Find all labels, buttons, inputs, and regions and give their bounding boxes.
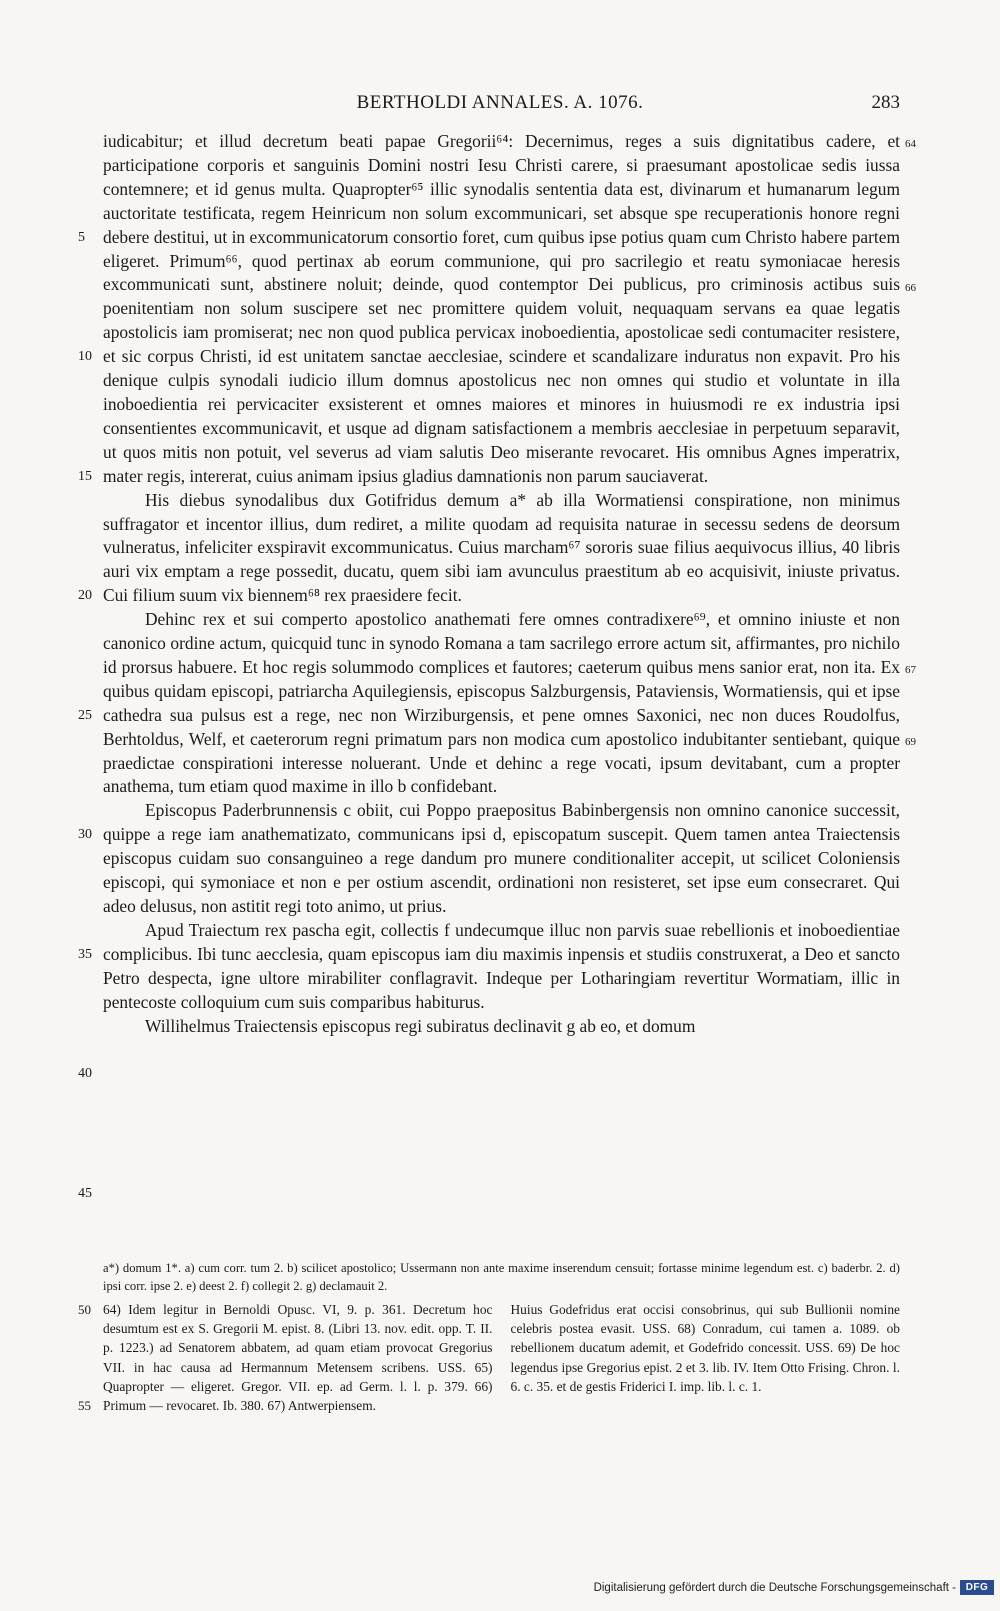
paragraph: Willihelmus Traiectensis episcopus regi subiratus declinavit g ab eo, et domum (145, 1015, 696, 1036)
margin-note-ref: 64 (905, 138, 916, 150)
funding-notice (594, 1580, 994, 1595)
line-number: 35 (78, 947, 92, 962)
line-number: 55 (78, 1398, 91, 1413)
footnotes (103, 1300, 900, 1415)
line-number: 25 (78, 708, 92, 723)
margin-note-ref: 66 (905, 282, 916, 294)
paragraph: His diebus synodalibus dux Gotifridus demum a* ab illa Wormatiensi conspiratione, non minimus suffragator et incentor illius, dum rediret, a milite quodam ad requisita naturae in secessu sedens de deorsum vulneratus, infeliciter exspiravit excommunicatus. Cuius marcham⁶⁷ sororis suae filius aequivocus illius, 40 libris auri vix emptam a rege possedit, ducatu, quem sibi iam avunculus praestitum ab eo acquisivit, iniuste privatus. Cui filium suum vix biennem⁶⁸ rex praesidere fecit. (103, 489, 900, 606)
page-header (100, 92, 900, 122)
footnotes-left-column: 64) Idem legitur in Bernoldi Opusc. VI, 9. p. 361. Decretum hoc desumtum est ex S. Gregorii M. epist. 8. (Libri 13. nov. edit. opp. T. II. p. 1223.) ad Senatorem abbatem, ad quam etiam provocat Gregorius VII. in hac causa ad Hermannum Metensem scribens. USS. 65) Quapropter — eligeret. Gregor. VII. ep. ad Germ. l. l. p. 379. 66) Primum — revocaret. Ib. 380. 67) Antwerpiensem. (103, 1302, 493, 1414)
funding-text: Digitalisierung gefördert durch die Deutsche Forschungsgemeinschaft - (593, 1581, 956, 1594)
paragraph: Episcopus Paderbrunnensis c obiit, cui Poppo praepositus Babinbergensis non omnino canonice successit, quippe a rege iam anathematizato, communicans ipsi d, episcopatum suscepit. Quem tamen antea Traiectensis episcopus cuidam suo consanguineo a rege dandum pro munere conditionaliter accepit, ut scilicet Coloniensis episcopi, qui symoniace et non e per ostium ascendit, ordinationi non resisteret, set ipse eum consecraret. Qui adeo delusus, non astitit regi toto animo, ut prius. (103, 800, 900, 916)
line-number: 10 (78, 349, 92, 364)
line-number: 20 (78, 588, 92, 603)
margin-note-ref: 69 (905, 736, 916, 748)
paragraph: Apud Traiectum rex pascha egit, collectis f undecumque illuc non parvis suae rebellionis et inoboedientiae complicibus. Ibi tunc aecclesia, quam episcopus iam diu maximis inpensis et studiis construxerat, a Deo et sancto Petro despecta, igne ultore mirabiliter conflagravit. Indeque per Lotharingiam revertitur Wormatiam, illic in pentecoste colloquium cum suis comparibus habiturus. (103, 919, 900, 1012)
main-text (103, 130, 900, 1038)
line-number: 5 (78, 230, 85, 245)
running-title: BERTHOLDI ANNALES. A. 1076. (356, 92, 644, 113)
paragraph: iudicabitur; et illud decretum beati papae Gregorii⁶⁴: Decernimus, reges a suis dignitatibus cadere, et participatione corporis et sanguinis Domini nostri Iesu Christi carere, si praesumant apostolicae sedis iussa contemnere; et id genus multa. Quapropter⁶⁵ illic synodalis sententia data est, divinarum et humanarum legum auctoritate testificata, regem Heinricum non solum excommunicari, set absque spe recuperationis honore regni debere destitui, ut in excommunicatorum consortio foret, cum quibus ipse potius quam cum Christo habere partem eligeret. Primum⁶⁶, quod pertinax ab eorum communione, qui pro sacrilegio et reatu symoniacae heresis excommunicati sunt, abstinere noluit; deinde, quod contemptor Dei publicus, pro criminosis actibus suis poenitentiam non solum suscipere set nec promittere quidem voluit, nequaquam servans ea quae legatis apostolicis iam promiserat; nec non quod publica pervicax inoboedientia, apostolicae sedi contumaciter resistere, et sic corpus Christi, id est unitatem sanctae aecclesiae, scindere et scandalizare induratus non expavit. Pro his denique culpis synodali iudicio illum domnus apostolicus nec non omnes qui studio et voluntate in illa inoboedientia rei pervicaciter exsisterent et omnes maiores et minores in huiusmodi re ex industria ipsi consentientes excommunicavit, et usque ad dignam satisfactionem a membris aecclesiae in perpetuum separavit, ut quos mitis non potuit, vel severus ad viam salutis Deo miserante revocaret. His omnibus Agnes imperatrix, mater regis, intererat, cuius animam ipsius gladius damnationis non parum sauciaverat. (103, 131, 900, 486)
line-number: 45 (78, 1186, 92, 1201)
page-number: 283 (871, 92, 900, 113)
line-number: 50 (78, 1302, 91, 1317)
line-number: 40 (78, 1066, 92, 1081)
critical-apparatus: a*) domum 1*. a) cum corr. tum 2. b) scilicet apostolico; Ussermann non ante maxime inserendum censuit; fortasse minime legendum est. c) baderbr. 2. d) ipsi corr. ipse 2. e) deest 2. f) collegit 2. g) declamauit 2. (103, 1261, 900, 1293)
footnotes-right-column: Huius Godefridus erat occisi consobrinus, qui sub Bullionii nomine celebris postea evasit. USS. 68) Conradum, cui tamen a. 1089. ob rebellionem ducatum ademit, et Godefrido concessit. USS. 69) De hoc legendus ipse Gregorius epist. 2 et 3. lib. IV. Item Otto Frising. Chron. l. 6. c. 35. et de gestis Friderici I. imp. lib. l. c. 1. (510, 1302, 900, 1394)
line-number: 15 (78, 469, 92, 484)
dfg-logo: DFG (960, 1580, 994, 1595)
margin-note-ref: 67 (905, 664, 916, 676)
paragraph: Dehinc rex et sui comperto apostolico anathemati fere omnes contradixere⁶⁹, et omnino iniuste et non canonico ordine actum, quicquid tunc in synodo Romana a tam sacrilego errore actum sit, affirmantes, pro nichilo id prorsus habuere. Et hoc regis solummodo complices et fautores; caeterum quibus mens sanior erat, non ita. Ex quibus quidam episcopi, patriarcha Aquilegiensis, episcopus Salzburgensis, Pataviensis, Wormatiensis, qui et ipse cathedra sua pulsus est a rege, nec non Wirziburgensis, et pene omnes Saxonici, nec non duces Roudolfus, Berhtoldus, Welf, et caeterorum regni primatum pars non modica cum apostolico indubitanter sentiebant, quique praedictae conspirationi interesse noluerant. Unde et dehinc a rege vocati, ipsum devitabant, cum a propter anathema, tum etiam quod maxime in illo b confidebant. (103, 609, 900, 797)
line-number: 30 (78, 827, 92, 842)
